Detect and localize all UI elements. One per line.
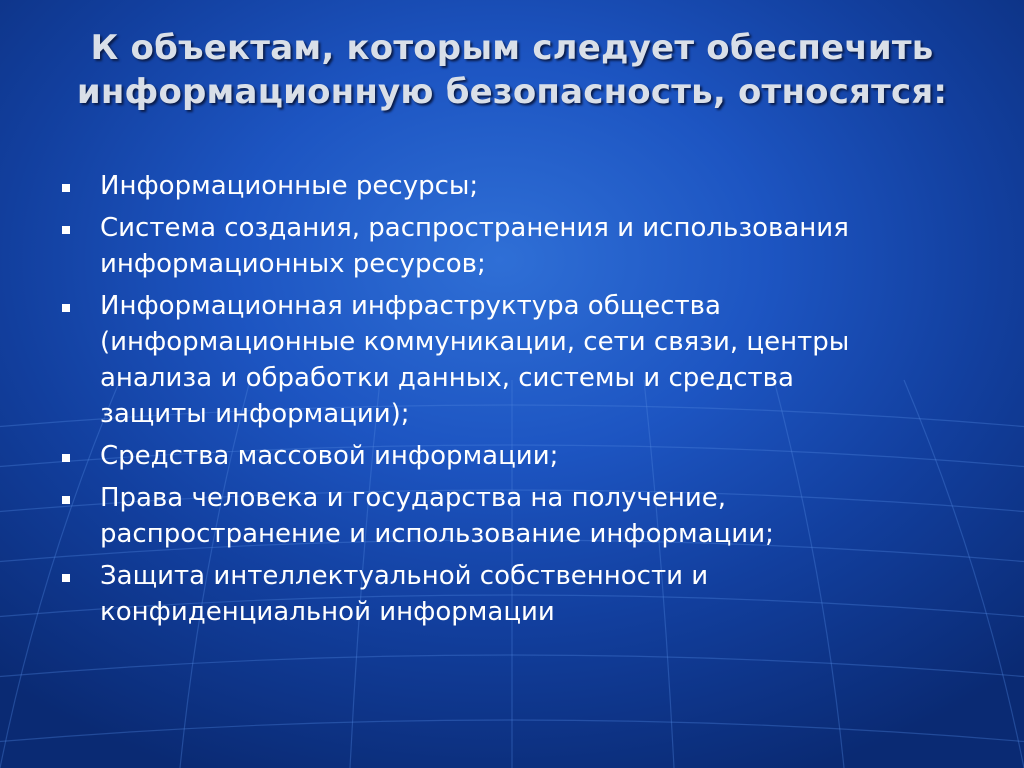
bullet-item xyxy=(60,168,980,204)
square-bullet-icon xyxy=(62,184,70,192)
slide-title xyxy=(40,26,984,114)
bullet-text-line: информационных ресурсов; xyxy=(100,249,486,279)
square-bullet-icon xyxy=(62,574,70,582)
slide-title-line: К объектам, которым следует обеспечить xyxy=(90,28,934,68)
bullet-text-line: (информационные коммуникации, сети связи, центры xyxy=(100,327,850,357)
bullet-text-line: конфиденциальной информации xyxy=(100,597,555,627)
bullet-text-line: Защита интеллектуальной собственности и xyxy=(100,561,709,591)
bullet-text-line: Информационная инфраструктура общества xyxy=(100,291,721,321)
bullet-item xyxy=(60,210,980,282)
bullet-text-line: Средства массовой информации; xyxy=(100,441,559,471)
slide-title-line: информационную безопасность, относятся: xyxy=(76,72,948,112)
bullet-text-line: Права человека и государства на получение, xyxy=(100,483,727,513)
square-bullet-icon xyxy=(62,226,70,234)
bullet-list xyxy=(60,168,980,636)
bullet-text-line: Информационные ресурсы; xyxy=(100,171,479,201)
bullet-item xyxy=(60,480,980,552)
bullet-item xyxy=(60,288,980,432)
bullet-text-line: анализа и обработки данных, системы и средства xyxy=(100,363,794,393)
bullet-text-line: Система создания, распространения и использования xyxy=(100,213,849,243)
bullet-text-line: защиты информации); xyxy=(100,399,410,429)
square-bullet-icon xyxy=(62,304,70,312)
square-bullet-icon xyxy=(62,496,70,504)
square-bullet-icon xyxy=(62,454,70,462)
bullet-text-line: распространение и использование информации; xyxy=(100,519,774,549)
bullet-item xyxy=(60,438,980,474)
bullet-item xyxy=(60,558,980,630)
